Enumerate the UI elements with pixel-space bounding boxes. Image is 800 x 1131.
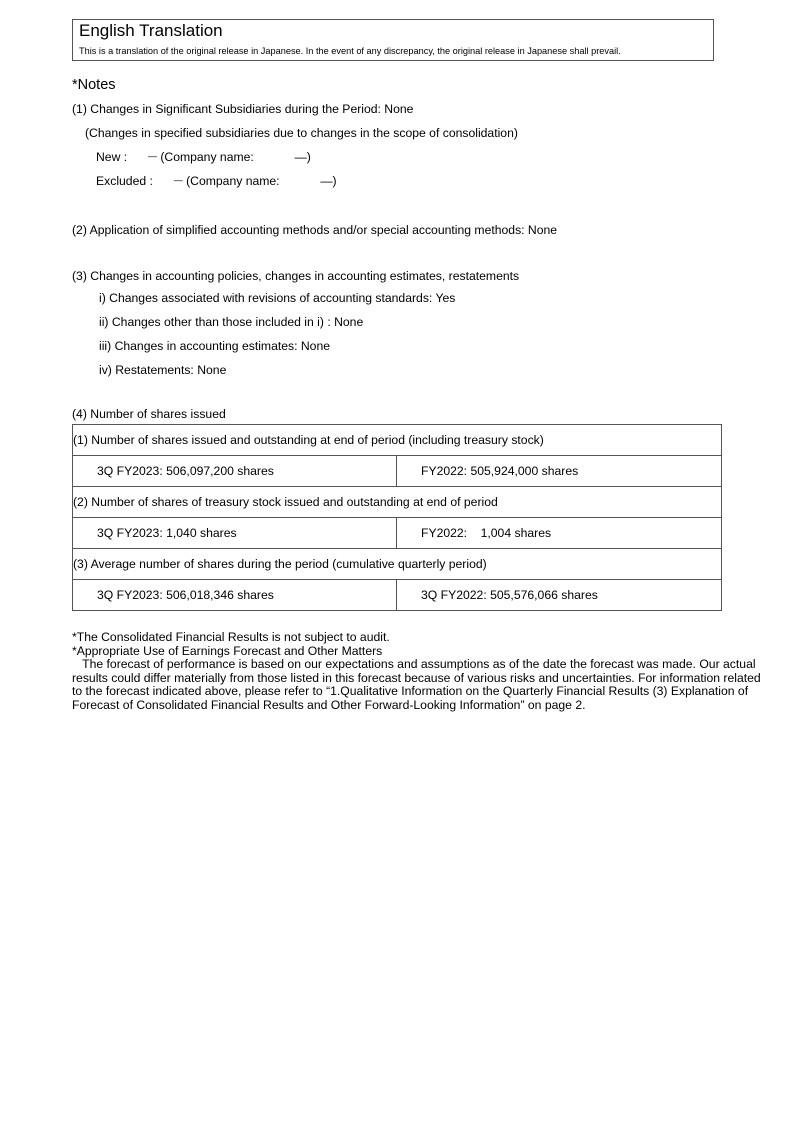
item3-point-1: i) Changes associated with revisions of accounting standards: Yes [99,291,456,305]
item1-subheading: (Changes in specified subsidiaries due to changes in the scope of consolidation) [85,126,518,140]
banner-subtitle: This is a translation of the original release in Japanese. In the event of any discrepancy, the original release in Japanese shall prevail. [79,46,621,56]
excluded-label: Excluded : [96,174,153,188]
new-subsidiary-row [96,150,311,164]
item3-point-3: iii) Changes in accounting estimates: None [99,339,331,353]
new-label: New : [96,150,128,164]
new-company-name: (Company name: [160,150,254,164]
item3-point-2: ii) Changes other than those included in i) : None [99,315,364,329]
new-dash: — [147,151,157,161]
shares-issued-header: (1) Number of shares issued and outstanding at end of period (including treasury stock) [73,425,722,456]
notes-title: *Notes [72,77,116,93]
forecast-body: The forecast of performance is based on our expectations and assumptions as of the date the forecast was made. Our actual results could differ materially from those listed in this forecast because of various risks and uncertainties. For information related to the forecast indicated above, please refer to “1.Qualitative Information on the Quarterly Financial Results (3) Explanation of Forecast of Consolidated Financial Results and Other Forward-Looking Information” on page 2. [72,657,761,712]
treasury-stock-header: (2) Number of shares of treasury stock issued and outstanding at end of period [73,487,722,518]
audit-note: *The Consolidated Financial Results is not subject to audit. [72,630,390,644]
excluded-dash: — [173,175,183,185]
average-shares-current: 3Q FY2023: 506,018,346 shares [73,580,397,611]
item4-heading: (4) Number of shares issued [72,407,226,421]
excluded-company-dash: —) [320,174,337,188]
banner-title: English Translation [79,21,223,40]
table-row [73,487,722,518]
average-shares-header: (3) Average number of shares during the period (cumulative quarterly period) [73,549,722,580]
table-row [73,518,722,549]
treasury-stock-current: 3Q FY2023: 1,040 shares [73,518,397,549]
forecast-title: *Appropriate Use of Earnings Forecast and Other Matters [72,644,383,658]
treasury-stock-prior: FY2022: 1,004 shares [397,518,722,549]
item3-heading: (3) Changes in accounting policies, changes in accounting estimates, restatements [72,269,520,283]
shares-issued-prior: FY2022: 505,924,000 shares [397,456,722,487]
item3-point-4: iv) Restatements: None [99,363,227,377]
table-row [73,425,722,456]
english-translation-banner [72,19,714,61]
item1-heading: (1) Changes in Significant Subsidiaries during the Period: None [72,102,414,116]
excluded-company-name: (Company name: [186,174,280,188]
table-row [73,456,722,487]
shares-issued-current: 3Q FY2023: 506,097,200 shares [73,456,397,487]
new-company-dash: —) [294,150,311,164]
average-shares-prior: 3Q FY2022: 505,576,066 shares [397,580,722,611]
item2-heading: (2) Application of simplified accounting methods and/or special accounting methods: None [72,223,558,237]
table-row [73,580,722,611]
table-row [73,549,722,580]
shares-table [72,424,722,611]
excluded-subsidiary-row [96,174,337,188]
